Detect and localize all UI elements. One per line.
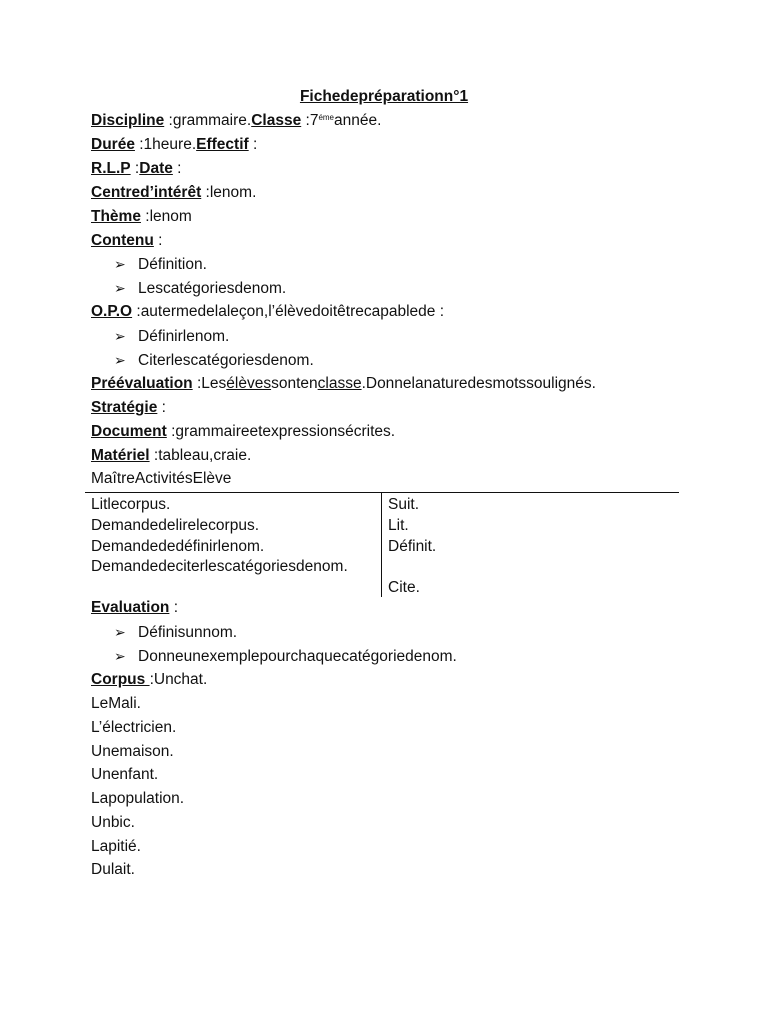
evaluation-line: [91, 597, 178, 619]
table-column-divider: [381, 492, 382, 597]
table-cell-maitre: Demandedeciterlescatégoriesdenom.: [91, 558, 348, 575]
date-value: :: [172, 160, 182, 177]
opo-item-text: Définirlenom.: [138, 328, 230, 345]
classe-label: Classe: [251, 112, 302, 129]
evaluation-item-text: Définisunnom.: [138, 624, 238, 641]
table-cell-eleve: Suit.: [388, 496, 420, 513]
rlp-sep: :: [130, 160, 140, 177]
arrow-bullet-icon: ➢: [114, 624, 126, 640]
classe-value-end: année.: [334, 112, 382, 129]
centre-interet-line: [91, 182, 256, 204]
materiel-value: :tableau,craie.: [149, 447, 252, 464]
corpus-item: Lapopulation.: [91, 790, 185, 807]
duree-label: Durée: [91, 136, 135, 153]
corpus-item: Unemaison.: [91, 743, 174, 760]
list-item: [114, 325, 229, 347]
materiel-label: Matériel: [91, 447, 150, 464]
opo-label: O.P.O: [91, 303, 133, 320]
contenu-line: [91, 230, 162, 252]
arrow-bullet-icon: ➢: [114, 280, 126, 296]
date-label: Date: [139, 160, 173, 177]
preevaluation-text-3: .Donnelanaturedesmotssoulignés.: [361, 375, 596, 392]
contenu-value: :: [153, 232, 163, 249]
table-cell-maitre: Demandededéfinirlenom.: [91, 538, 265, 555]
arrow-bullet-icon: ➢: [114, 352, 126, 368]
table-cell-eleve: Cite.: [388, 579, 420, 596]
classe-value: :7: [301, 112, 319, 129]
document-line: [91, 421, 395, 443]
corpus-line: [91, 669, 207, 691]
classe-superscript: éme: [318, 113, 334, 122]
document-label: Document: [91, 423, 167, 440]
discipline-value: :grammaire.: [164, 112, 252, 129]
effectif-value: :: [248, 136, 258, 153]
table-cell-eleve: Lit.: [388, 517, 409, 534]
theme-value: :lenom: [140, 208, 192, 225]
centre-interet-value: :lenom.: [201, 184, 257, 201]
corpus-item: Unenfant.: [91, 766, 159, 783]
rlp-label: R.L.P: [91, 160, 131, 177]
corpus-item: Lapitié.: [91, 838, 141, 855]
preevaluation-underlined-2: classe: [317, 375, 362, 392]
corpus-item: Unbic.: [91, 814, 135, 831]
centre-interet-label: Centred’intérêt: [91, 184, 202, 201]
duree-line: [91, 134, 257, 156]
duree-value: :1heure.: [134, 136, 197, 153]
document-value: :grammaireetexpressionsécrites.: [166, 423, 396, 440]
list-item: [114, 645, 457, 667]
arrow-bullet-icon: ➢: [114, 328, 126, 344]
evaluation-item-text: Donneunexemplepourchaquecatégoriedenom.: [138, 648, 457, 665]
arrow-bullet-icon: ➢: [114, 648, 126, 664]
strategie-value: :: [157, 399, 166, 416]
rlp-line: [91, 158, 181, 180]
list-item: [114, 277, 286, 299]
discipline-line: [91, 110, 381, 132]
effectif-label: Effectif: [196, 136, 249, 153]
strategie-label: Stratégie: [91, 399, 158, 416]
opo-value: :autermedelaleçon,l’élèvedoitêtrecapablede :: [132, 303, 445, 320]
corpus-label: Corpus: [91, 671, 150, 688]
corpus-item: Dulait.: [91, 861, 135, 878]
contenu-item-text: Lescatégoriesdenom.: [138, 280, 287, 297]
page-title: Fichedepréparationn°1: [299, 88, 469, 105]
evaluation-value: :: [169, 599, 179, 616]
table-top-border: [85, 492, 679, 493]
preevaluation-text-2: sonten: [271, 375, 318, 392]
table-cell-maitre: Litlecorpus.: [91, 496, 171, 513]
corpus-item: LeMali.: [91, 695, 141, 712]
preevaluation-text-1: :Les: [192, 375, 227, 392]
discipline-label: Discipline: [91, 112, 165, 129]
list-item: [114, 349, 314, 371]
opo-item-text: Citerlescatégoriesdenom.: [138, 352, 314, 369]
corpus-value: :Unchat.: [149, 671, 208, 688]
preevaluation-label: Préévaluation: [91, 375, 193, 392]
preevaluation-line: [91, 373, 596, 395]
corpus-item: L’électricien.: [91, 719, 177, 736]
opo-line: [91, 301, 444, 323]
theme-line: [91, 206, 192, 228]
contenu-label: Contenu: [91, 232, 154, 249]
contenu-item-text: Définition.: [138, 256, 207, 273]
list-item: [114, 621, 237, 643]
strategie-line: [91, 397, 166, 419]
preevaluation-underlined-1: élèves: [226, 375, 272, 392]
theme-label: Thème: [91, 208, 141, 225]
arrow-bullet-icon: ➢: [114, 256, 126, 272]
list-item: [114, 253, 207, 275]
table-cell-maitre: Demandedelirelecorpus.: [91, 517, 260, 534]
table-cell-eleve: Définit.: [388, 538, 437, 555]
table-header: MaîtreActivitésElève: [91, 470, 232, 487]
evaluation-label: Evaluation: [91, 599, 170, 616]
materiel-line: [91, 445, 251, 467]
